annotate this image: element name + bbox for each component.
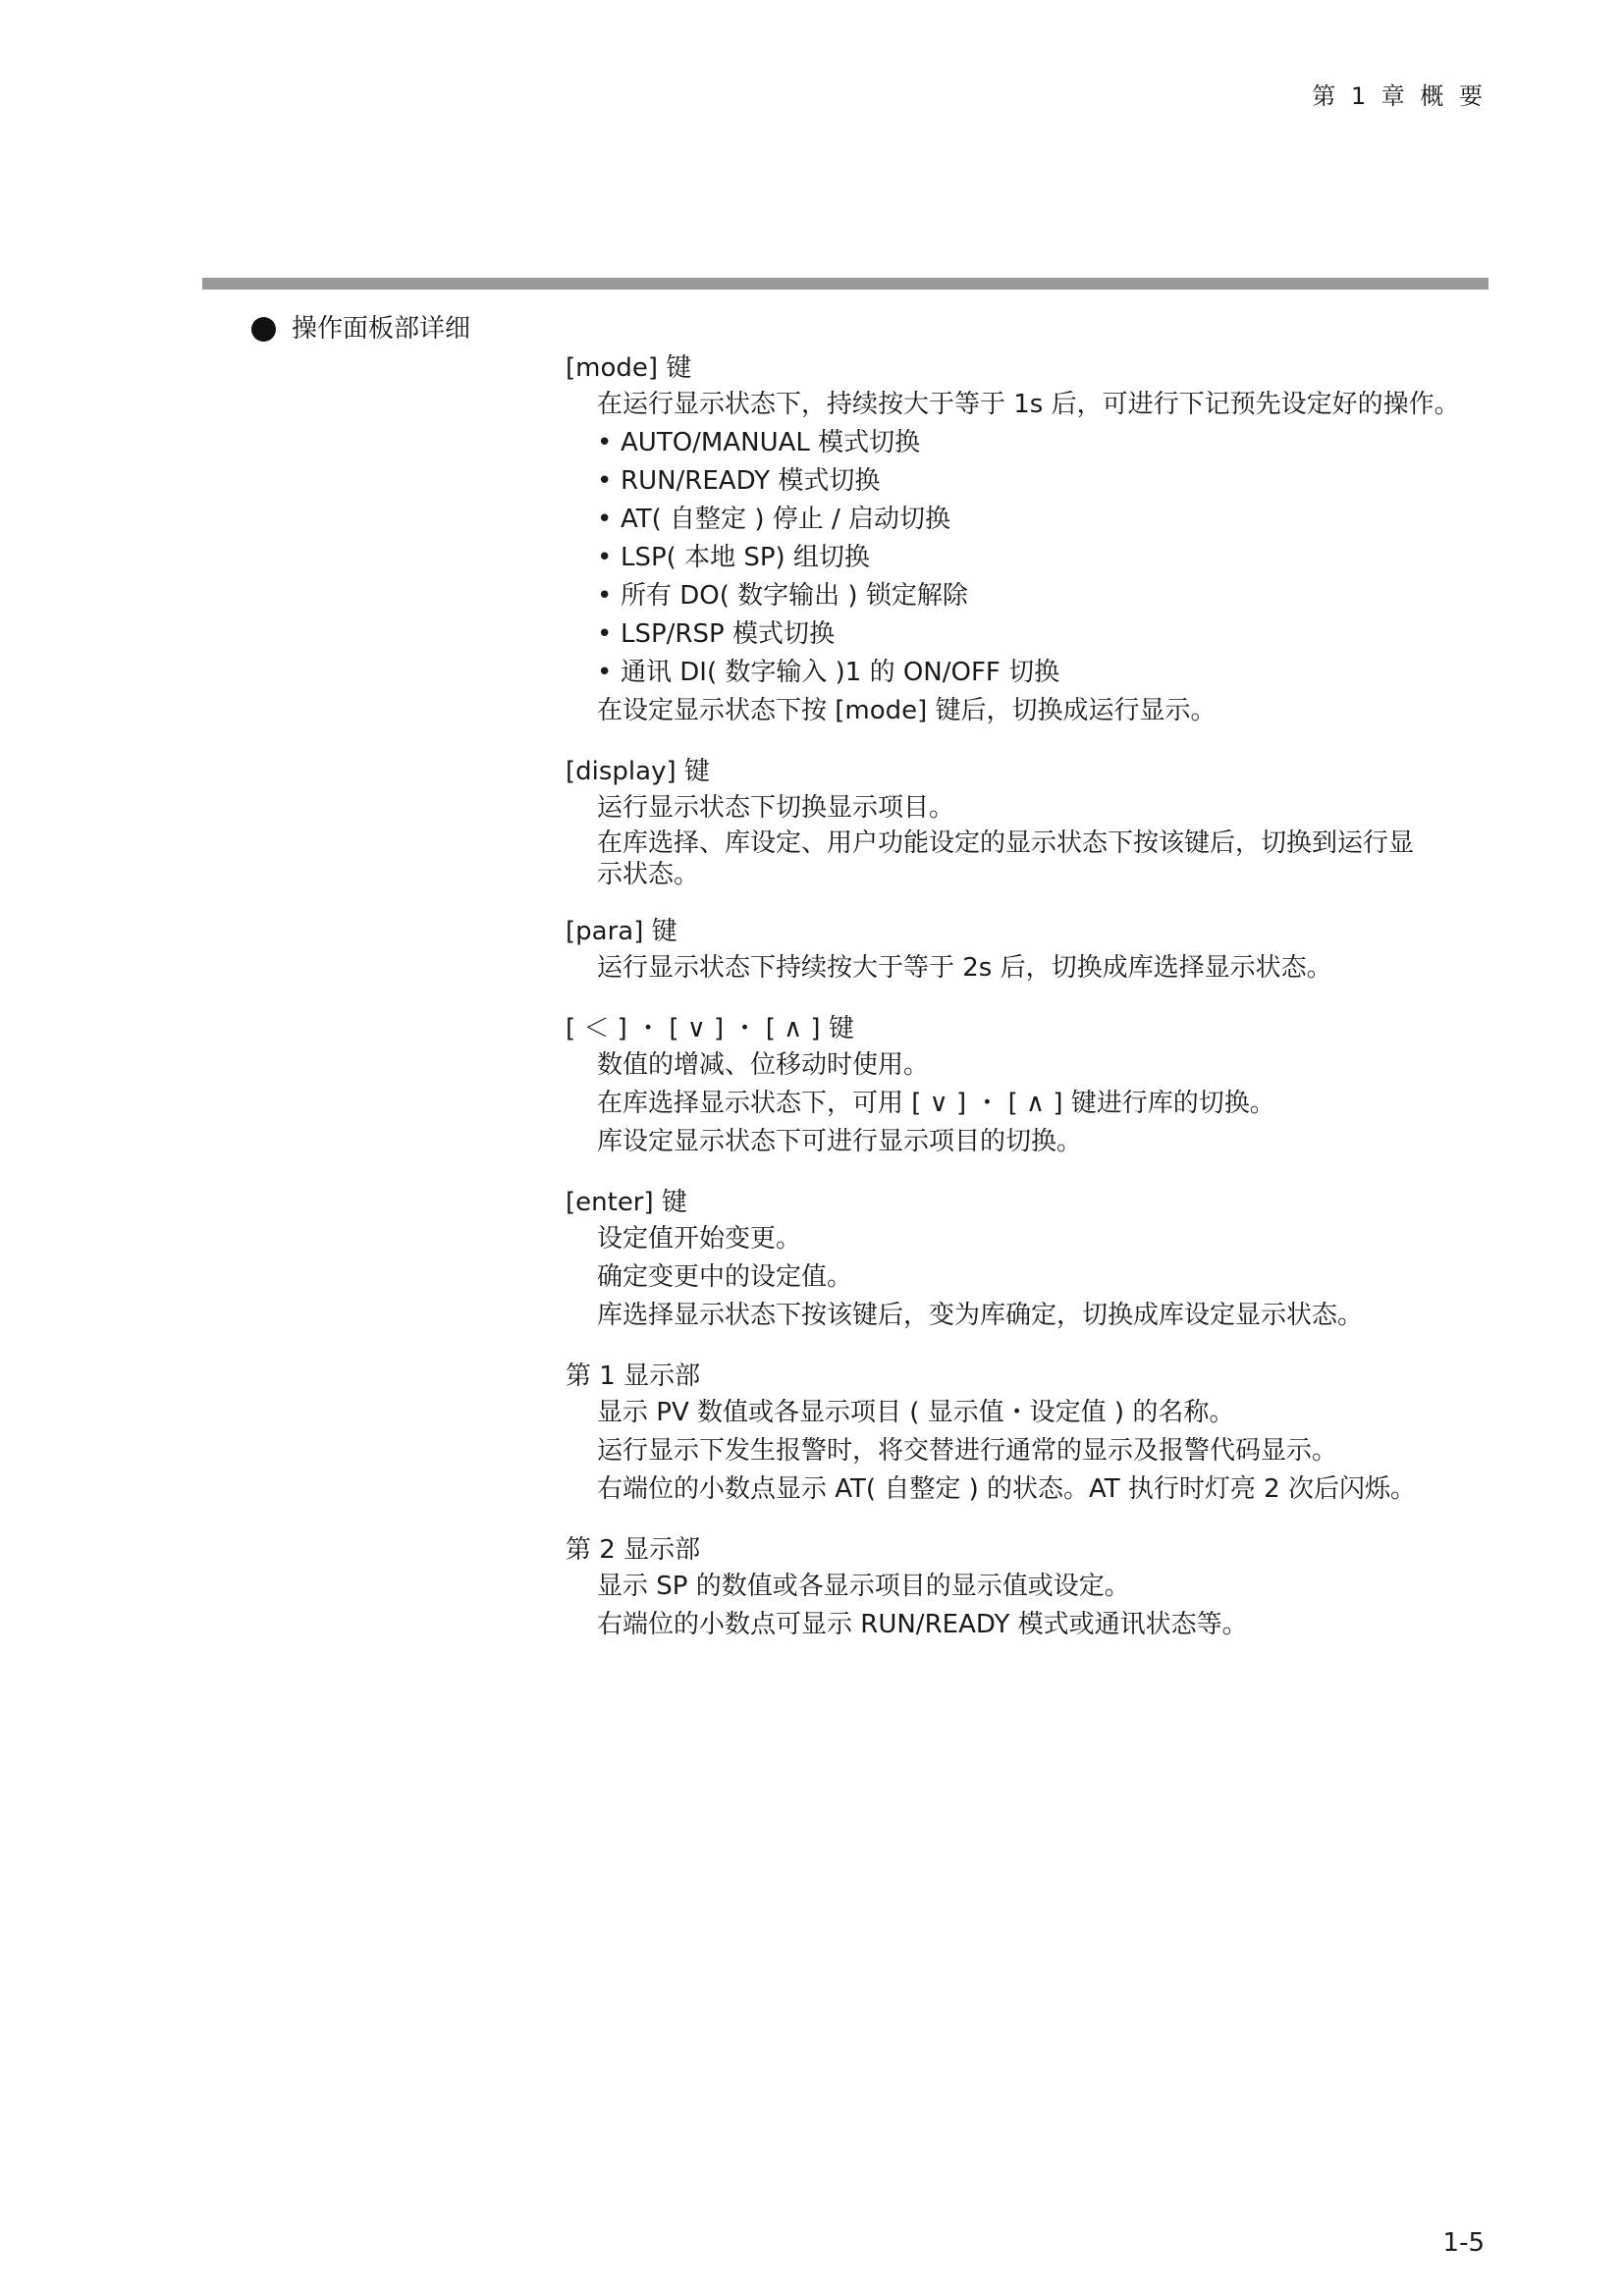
body-line: 设定值开始变更。 — [597, 1224, 802, 1254]
block-title: [enter] 键 — [566, 1188, 687, 1217]
block-title: 第 2 显示部 — [566, 1535, 701, 1565]
body-line: 在运行显示状态下，持续按大于等于 1s 后，可进行下记预先设定好的操作。 — [597, 390, 1460, 419]
body-line: 数值的增减、位移动时使用。 — [597, 1050, 930, 1080]
body-line: 库选择显示状态下按该键后，变为库确定，切换成库设定显示状态。 — [597, 1301, 1364, 1330]
block-title: 第 1 显示部 — [566, 1362, 701, 1391]
body-line: 确定变更中的设定值。 — [597, 1262, 853, 1292]
enter-key-block — [566, 1185, 1489, 1335]
body-line: 右端位的小数点可显示 RUN/READY 模式或通讯状态等。 — [597, 1610, 1248, 1639]
list-item: • 所有 DO( 数字输出 ) 锁定解除 — [597, 581, 968, 611]
key-descriptions — [566, 350, 1489, 1668]
chapter-header: 第 1 章 概 要 — [1312, 82, 1487, 110]
mode-key-block — [566, 350, 1489, 730]
body-line: 右端位的小数点显示 AT( 自整定 ) 的状态。AT 执行时灯亮 2 次后闪烁。 — [597, 1474, 1416, 1504]
list-item: • RUN/READY 模式切换 — [597, 466, 881, 496]
body-line: 库设定显示状态下可进行显示项目的切换。 — [597, 1127, 1083, 1156]
block-title: [mode] 键 — [566, 353, 692, 383]
bullet-dot-icon — [251, 317, 276, 342]
list-item: • 通讯 DI( 数字输入 )1 的 ON/OFF 切换 — [597, 658, 1060, 687]
block-title: [display] 键 — [566, 757, 710, 786]
body-line: 运行显示状态下持续按大于等于 2s 后，切换成库选择显示状态。 — [597, 953, 1332, 983]
page-number: 1-5 — [1442, 2228, 1485, 2258]
block-title: [ ＜ ] ・ [ ∨ ] ・ [ ∧ ] 键 — [566, 1014, 854, 1043]
body-line: 显示 SP 的数值或各显示项目的显示值或设定。 — [597, 1572, 1130, 1601]
section-divider — [202, 278, 1489, 290]
section-heading — [251, 312, 470, 346]
para-key-block — [566, 914, 1489, 988]
body-line: 在库选择显示状态下，可用 [ ∨ ] ・ [ ∧ ] 键进行库的切换。 — [597, 1089, 1275, 1118]
display-key-block — [566, 754, 1489, 890]
body-line: 显示 PV 数值或各显示项目 ( 显示值・设定值 ) 的名称。 — [597, 1398, 1235, 1427]
body-line: 在库选择、库设定、用户功能设定的显示状态下按该键后，切换到运行显 — [597, 828, 1415, 858]
body-line: 运行显示状态下切换显示项目。 — [597, 793, 955, 823]
list-item: • LSP/RSP 模式切换 — [597, 619, 835, 649]
list-item: • AT( 自整定 ) 停止 / 启动切换 — [597, 505, 951, 534]
arrow-keys-block — [566, 1011, 1489, 1161]
second-display-block — [566, 1532, 1489, 1644]
body-line: 示状态。 — [597, 860, 700, 889]
list-item: • LSP( 本地 SP) 组切换 — [597, 543, 870, 572]
section-title: 操作面板部详细 — [292, 314, 471, 344]
body-line: 运行显示下发生报警时，将交替进行通常的显示及报警代码显示。 — [597, 1436, 1338, 1466]
block-title: [para] 键 — [566, 917, 677, 946]
body-line: 在设定显示状态下按 [mode] 键后，切换成运行显示。 — [597, 696, 1217, 725]
list-item: • AUTO/MANUAL 模式切换 — [597, 428, 921, 457]
first-display-block — [566, 1359, 1489, 1509]
